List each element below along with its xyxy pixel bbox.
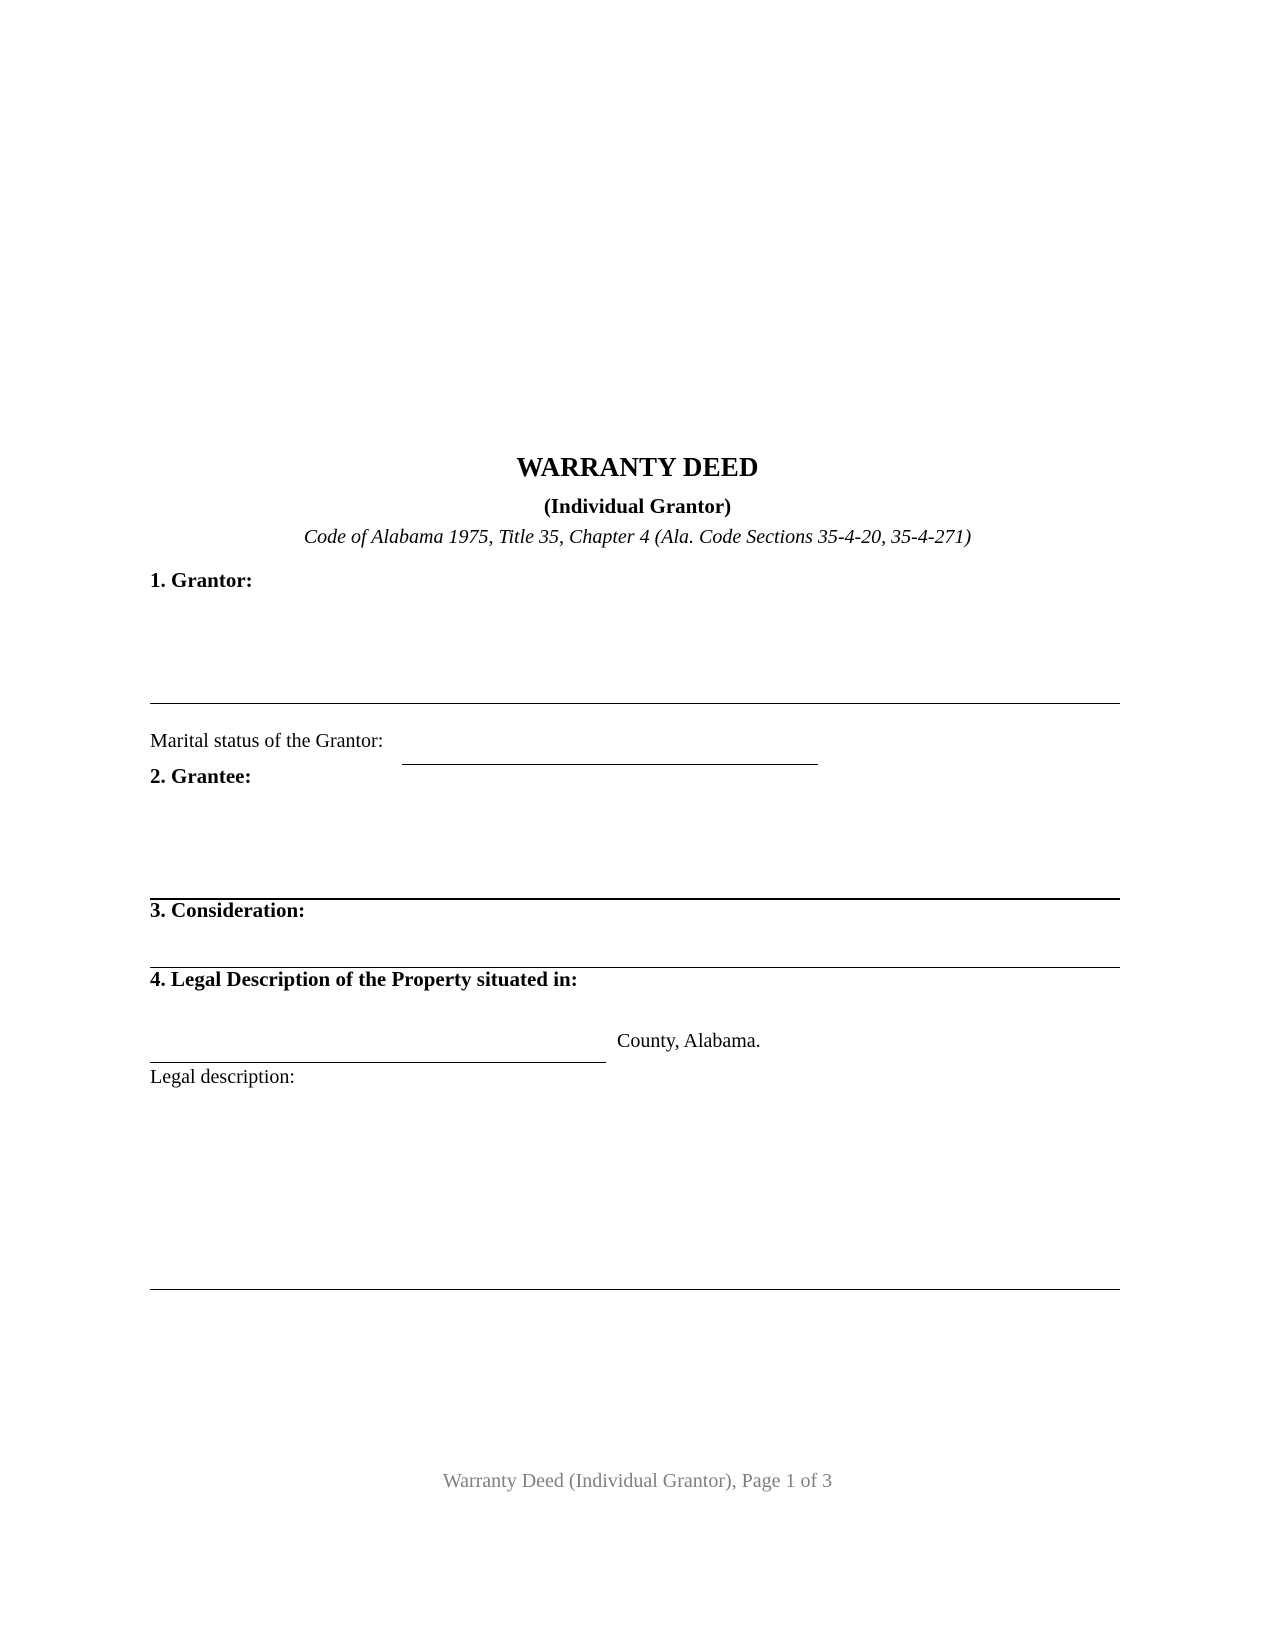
grantor-heading: 1. Grantor: [150, 568, 253, 592]
county-suffix: County, Alabama. [617, 1030, 761, 1052]
document-title: WARRANTY DEED [516, 452, 759, 482]
document-subtitle: (Individual Grantor) [543, 494, 732, 518]
legal-description-blank-line[interactable] [150, 1289, 1120, 1290]
grantee-heading: 2. Grantee: [150, 764, 252, 788]
grantor-blank-line[interactable] [150, 703, 1120, 704]
legal-description-label: Legal description: [150, 1066, 295, 1088]
page-footer: Warranty Deed (Individual Grantor), Page 1 of 3 [442, 1470, 833, 1492]
marital-status-label: Marital status of the Grantor: [150, 730, 384, 752]
statute-citation: Code of Alabama 1975, Title 35, Chapter 4 (Ala. Code Sections 35-4-20, 35-4-271) [303, 526, 972, 548]
marital-status-blank-line[interactable] [402, 764, 818, 765]
county-blank-line[interactable] [150, 1062, 606, 1063]
consideration-heading: 3. Consideration: [150, 898, 306, 922]
legal-description-heading: 4. Legal Description of the Property situated in: [150, 967, 578, 991]
